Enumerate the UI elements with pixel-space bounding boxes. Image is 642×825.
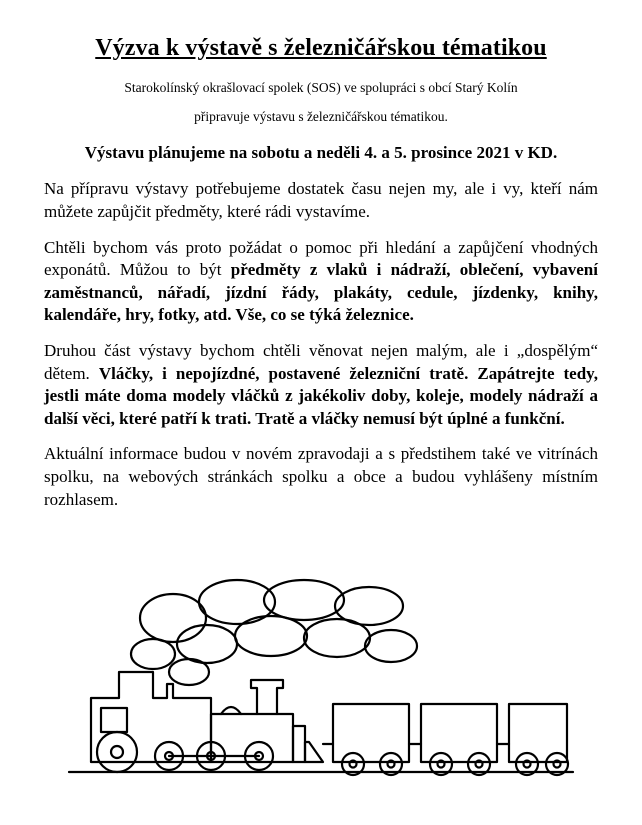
steam-train-icon xyxy=(61,576,581,791)
train-illustration xyxy=(0,576,642,791)
text-run: Na přípravu výstavy potřebujeme dostatek času nejen my, ale i vy, kteří nám můžete zapůjčit předměty, které rádi vystavíme. xyxy=(44,179,598,221)
text-run: předměty z vlaků i nádraží, oblečení, vybavení zaměstnanců, nářadí, jízdní řády, plakáty, cedule, jízdenky, knihy, kalendáře, hry, fotky, atd. Vše, co se týká železnice. xyxy=(44,260,598,325)
page-title: Výzva k výstavě s železničářskou tématikou xyxy=(95,35,547,61)
paragraph-children xyxy=(44,340,598,430)
organizer-line-1: Starokolínský okrašlovací spolek (SOS) ve spolupráci s obcí Starý Kolín xyxy=(124,79,518,95)
paragraph-info xyxy=(44,443,598,511)
text-run: Aktuální informace budou v novém zpravodaji a s předstihem také ve vitrínách spolku, na webových stránkách spolku a obce a budou vyhlášeny místním rozhlasem. xyxy=(44,444,598,509)
paragraph-request xyxy=(44,237,598,327)
organizer-line-2: připravuje výstavu s železničářskou tématikou. xyxy=(194,109,448,125)
event-date-lead: Výstavu plánujeme na sobotu a neděli 4. a 5. prosince 2021 v KD. xyxy=(84,143,558,163)
paragraph-preparation xyxy=(44,178,598,223)
text-run: Druhou část výstavy bychom chtěli věnovat nejen malým, ale i „dospělým“ dětem. xyxy=(44,340,598,383)
text-run: Vláčky, i nepojízdné, postavené železniční tratě. Zapátrejte tedy, jestli máte doma modely vláčků z jakékoliv doby, koleje, modely nádraží a další věci, které patří k trati. Tratě a vláčky nemusí být úplné a funkční. xyxy=(44,363,598,428)
text-run: Chtěli bychom vás proto požádat o pomoc při hledání a zapůjčení vhodných exponátů. Můžou to být xyxy=(44,237,598,280)
